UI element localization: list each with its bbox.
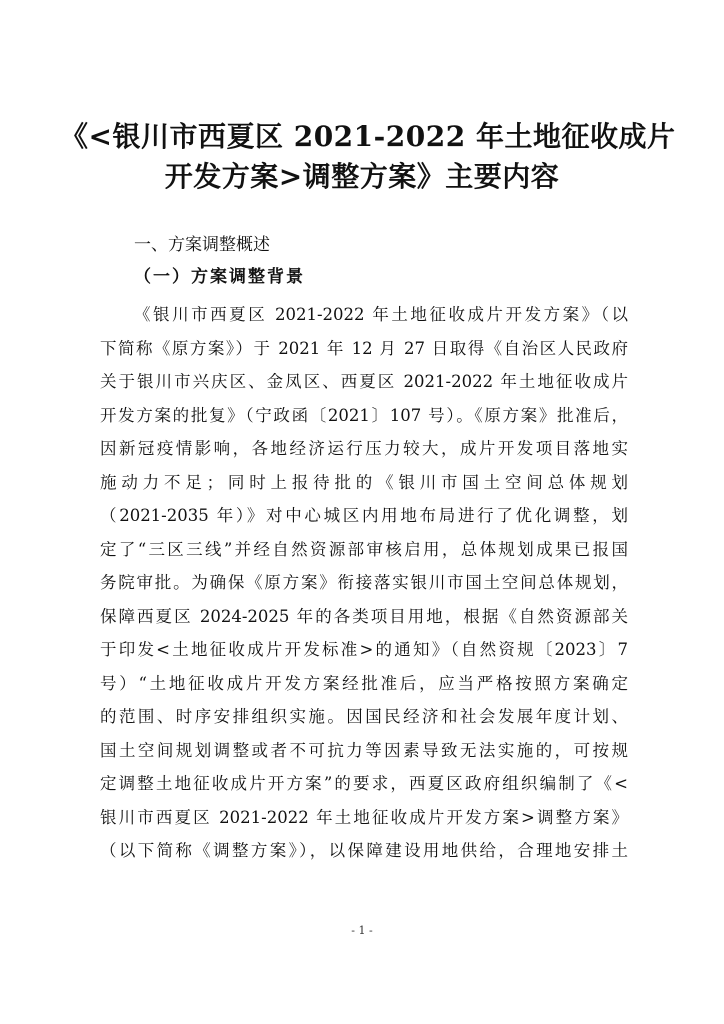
paragraph bbox=[100, 298, 628, 868]
paragraph-line: 号）“土地征收成片开发方案经批准后，应当严格按照方案确定 bbox=[100, 673, 628, 693]
paragraph-line: 银川市西夏区 2021-2022 年土地征收成片开发方案>调整方案》 bbox=[100, 807, 628, 827]
paragraph-line: 关于银川市兴庆区、金凤区、西夏区 2021-2022 年土地征收成片 bbox=[100, 372, 628, 391]
section-heading: 一、方案调整概述 bbox=[134, 235, 270, 255]
paragraph-line: 国土空间规划调整或者不可抗力等因素导致无法实施的，可按规 bbox=[100, 740, 628, 760]
paragraph-line: （2021-2035 年）》对中心城区内用地布局进行了优化调整，划 bbox=[100, 506, 628, 525]
paragraph-line: 开发方案的批复》（宁政函〔2021〕107 号）。《原方案》批准后， bbox=[100, 405, 628, 425]
paragraph-line: 施动力不足；同时上报待批的《银川市国土空间总体规划 bbox=[100, 472, 628, 492]
paragraph-line: 于印发<土地征收成片开发标准>的通知》（自然资规〔2023〕7 bbox=[100, 640, 628, 659]
paragraph-line: 务院审批。为确保《原方案》衔接落实银川市国土空间总体规划， bbox=[100, 573, 628, 592]
paragraph-line: 保障西夏区 2024-2025 年的各类项目用地，根据《自然资源部关 bbox=[100, 606, 628, 626]
paragraph-line: （以下简称《调整方案》），以保障建设用地供给，合理地安排土 bbox=[100, 841, 628, 860]
paragraph-line: 定了“三区三线”并经自然资源部审核启用，总体规划成果已报国 bbox=[100, 539, 628, 559]
subsection-heading: （一）方案调整背景 bbox=[134, 267, 305, 287]
paragraph-line: 定调整土地征收成片开方案”的要求，西夏区政府组织编制了《< bbox=[100, 774, 628, 793]
document-title-line-1: 《<银川市西夏区 2021-2022 年土地征收成片 bbox=[60, 120, 676, 153]
paragraph-line: 的范围、时序安排组织实施。因国民经济和社会发展年度计划、 bbox=[100, 707, 628, 726]
page-number: - 1 - bbox=[351, 924, 373, 937]
document-title-line-2: 开发方案>调整方案》主要内容 bbox=[164, 160, 560, 193]
paragraph-line: 《银川市西夏区 2021-2022 年土地征收成片开发方案》（以 bbox=[134, 305, 628, 324]
paragraph-line: 因新冠疫情影响，各地经济运行压力较大，成片开发项目落地实 bbox=[100, 439, 628, 458]
paragraph-line: 下简称《原方案》）于 2021 年 12 月 27 日取得《自治区人民政府 bbox=[100, 338, 628, 358]
